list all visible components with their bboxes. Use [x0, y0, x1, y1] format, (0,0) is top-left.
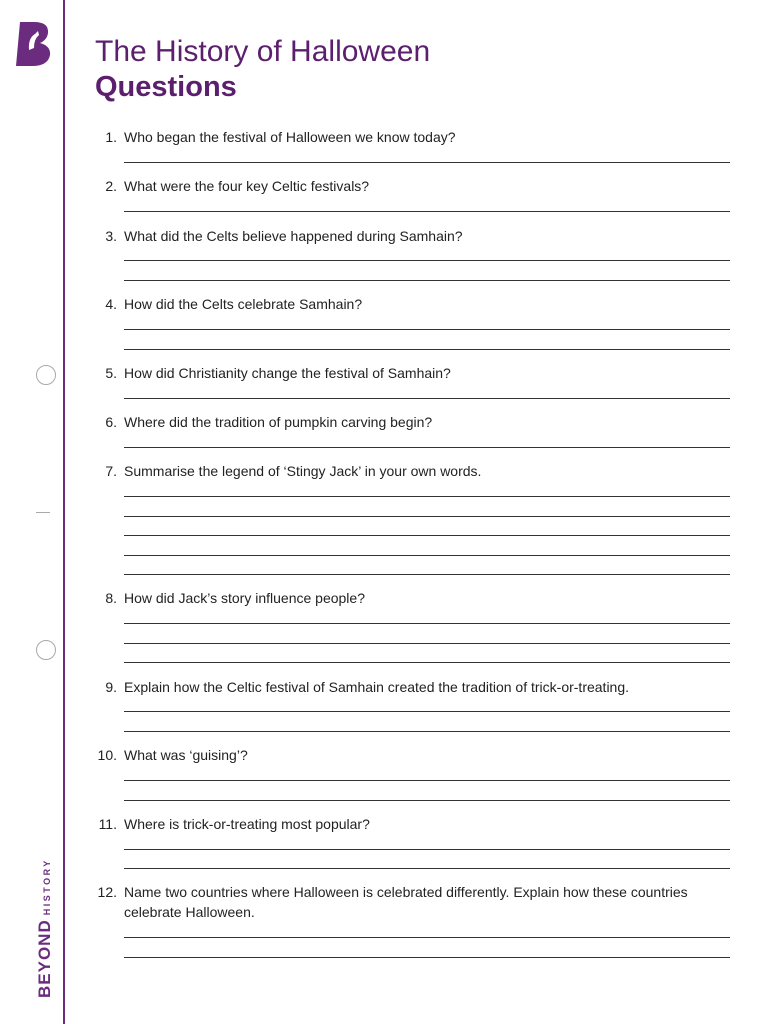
- question-number: 11.: [98, 816, 117, 832]
- question-text: How did Christianity change the festival of Samhain?: [124, 365, 451, 381]
- answer-line[interactable]: [124, 868, 730, 869]
- question-number: 1.: [105, 129, 117, 145]
- answer-line[interactable]: [124, 211, 730, 212]
- answer-line[interactable]: [124, 260, 730, 261]
- answer-line[interactable]: [124, 447, 730, 448]
- question-text: What were the four key Celtic festivals?: [124, 178, 370, 194]
- answer-line[interactable]: [124, 849, 730, 850]
- brand-wordmark: [35, 858, 55, 998]
- answer-line[interactable]: [124, 349, 730, 350]
- page-title: The History of Halloween: [95, 35, 431, 68]
- answer-line[interactable]: [124, 662, 730, 663]
- brand-primary: BEYOND: [35, 919, 54, 998]
- question-text: What did the Celts believe happened during Samhain?: [124, 228, 463, 244]
- question-number: 9.: [105, 679, 117, 695]
- question-number: 5.: [105, 365, 117, 381]
- punch-hole: [36, 640, 56, 660]
- question-number: 8.: [105, 590, 117, 606]
- answer-line[interactable]: [124, 398, 730, 399]
- answer-line[interactable]: [124, 555, 730, 556]
- question-text: Where is trick-or-treating most popular?: [124, 816, 370, 832]
- question-text: Who began the festival of Halloween we know today?: [124, 129, 456, 145]
- question-text: Name two countries where Halloween is celebrated differently. Explain how these countries celebrate Halloween.: [124, 884, 688, 920]
- question-number: 6.: [105, 414, 117, 430]
- answer-line[interactable]: [124, 957, 730, 958]
- question-number: 4.: [105, 296, 117, 312]
- margin-line: [63, 0, 65, 1024]
- answer-line[interactable]: [124, 329, 730, 330]
- question-text: What was ‘guising’?: [124, 747, 248, 763]
- brand-secondary: HISTORY: [42, 858, 52, 916]
- answer-line[interactable]: [124, 643, 730, 644]
- answer-line[interactable]: [124, 623, 730, 624]
- answer-line[interactable]: [124, 711, 730, 712]
- answer-line[interactable]: [124, 937, 730, 938]
- question-number: 3.: [105, 228, 117, 244]
- answer-line[interactable]: [124, 800, 730, 801]
- question-text: Where did the tradition of pumpkin carving begin?: [124, 414, 433, 430]
- answer-line[interactable]: [124, 731, 730, 732]
- answer-line[interactable]: [124, 162, 730, 163]
- question-text: How did the Celts celebrate Samhain?: [124, 296, 363, 312]
- punch-hole: [36, 365, 56, 385]
- question-number: 7.: [105, 463, 117, 479]
- question-text: Explain how the Celtic festival of Samhain created the tradition of trick-or-treating.: [124, 679, 630, 695]
- answer-line[interactable]: [124, 535, 730, 536]
- question-number: 2.: [105, 178, 117, 194]
- question-number: 12.: [97, 884, 117, 900]
- fold-mark: [36, 512, 50, 513]
- question-text: Summarise the legend of ‘Stingy Jack’ in your own words.: [124, 463, 482, 479]
- page-subtitle: Questions: [95, 71, 237, 103]
- beyond-b-logo-icon: [14, 22, 52, 66]
- answer-line[interactable]: [124, 780, 730, 781]
- answer-line[interactable]: [124, 516, 730, 517]
- answer-line[interactable]: [124, 280, 730, 281]
- answer-line[interactable]: [124, 496, 730, 497]
- question-text: How did Jack’s story influence people?: [124, 590, 365, 606]
- answer-line[interactable]: [124, 574, 730, 575]
- question-number: 10.: [97, 747, 117, 763]
